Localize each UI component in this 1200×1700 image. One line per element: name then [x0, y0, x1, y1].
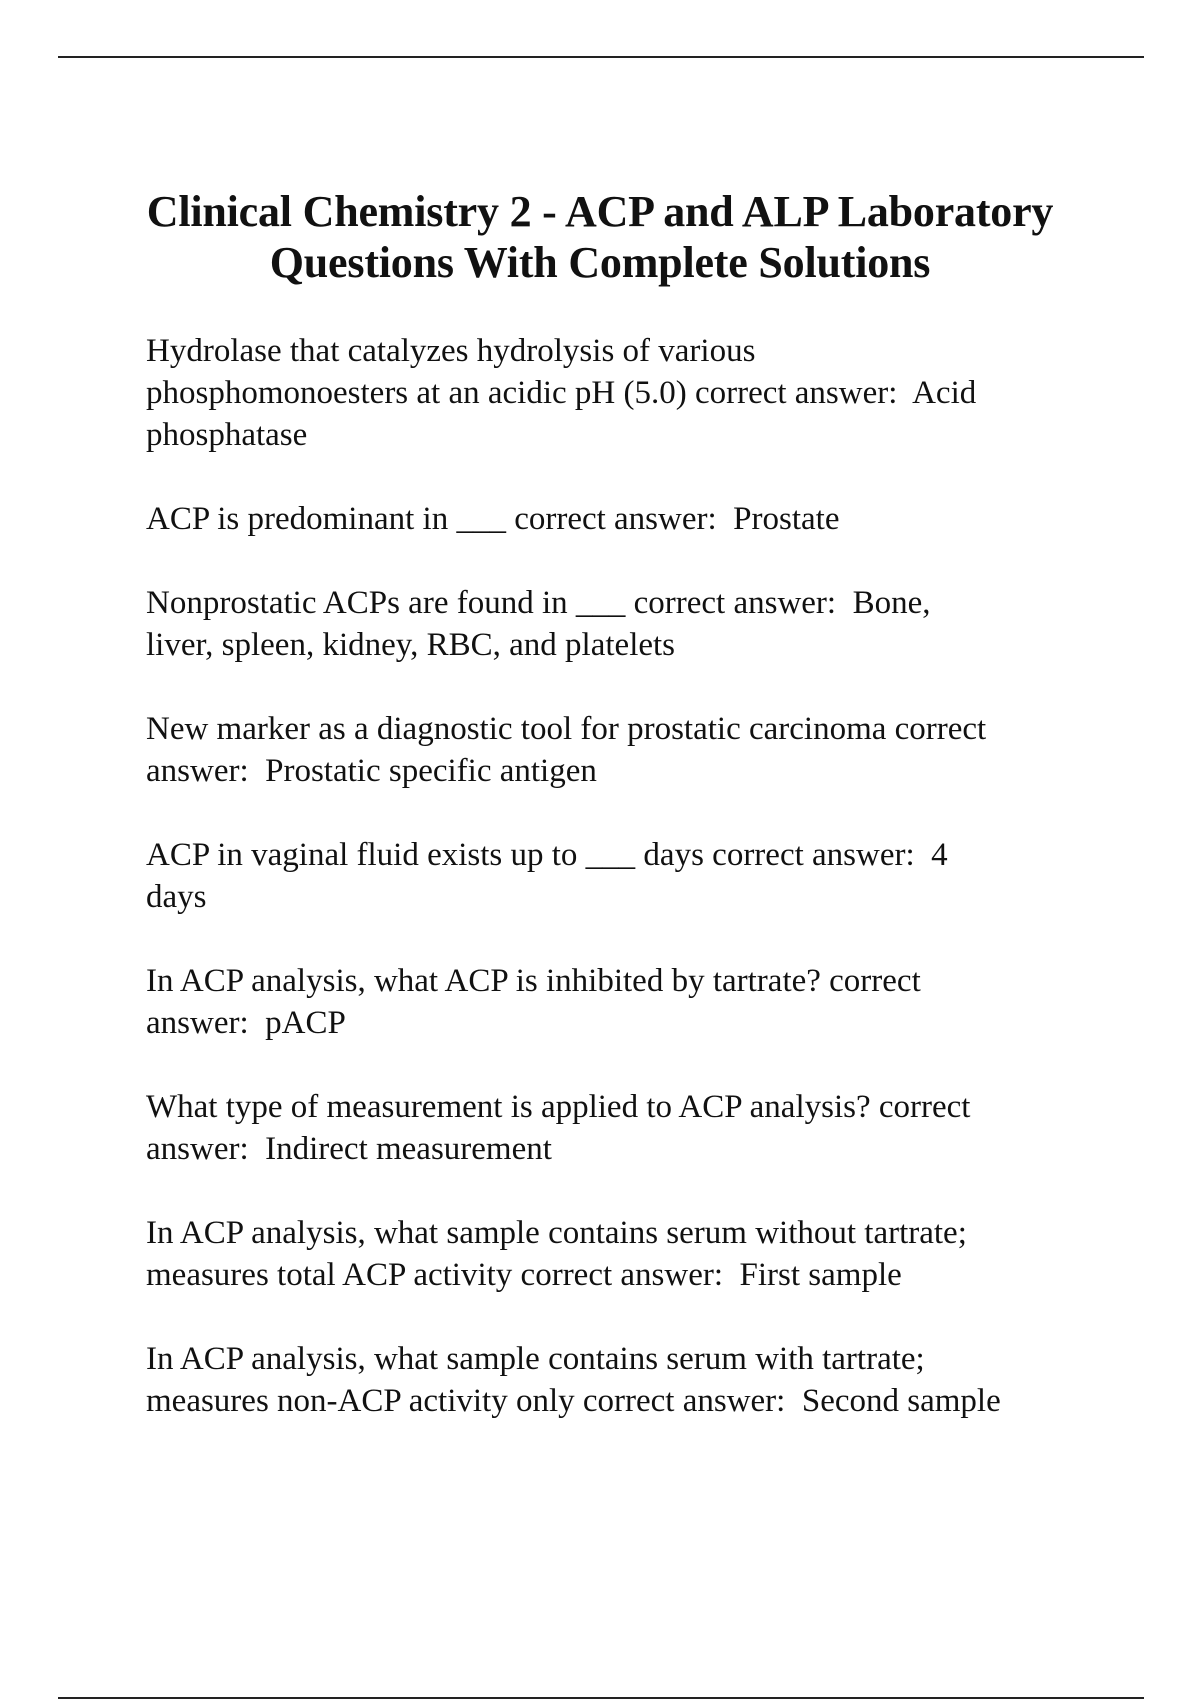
qa-line: days	[146, 879, 207, 915]
qa-item-1	[146, 330, 1146, 456]
qa-item-5	[146, 834, 1146, 918]
qa-line: ACP is predominant in ___ correct answer: Prostate	[146, 501, 840, 537]
qa-line: answer: Indirect measurement	[146, 1131, 552, 1167]
qa-line: liver, spleen, kidney, RBC, and platelets	[146, 627, 676, 663]
qa-line: measures total ACP activity correct answer: First sample	[146, 1257, 902, 1293]
qa-line: Nonprostatic ACPs are found in ___ correct answer: Bone,	[146, 585, 931, 621]
qa-line: answer: pACP	[146, 1005, 346, 1041]
qa-line: phosphomonoesters at an acidic pH (5.0) correct answer: Acid	[146, 375, 977, 411]
qa-line: measures non-ACP activity only correct answer: Second sample	[146, 1383, 1001, 1419]
qa-item-8	[146, 1212, 1146, 1296]
qa-item-7	[146, 1086, 1146, 1170]
qa-line: In ACP analysis, what sample contains serum without tartrate;	[146, 1215, 967, 1251]
page-title	[120, 186, 1080, 288]
qa-line: In ACP analysis, what sample contains serum with tartrate;	[146, 1341, 925, 1377]
qa-line: What type of measurement is applied to ACP analysis? correct	[146, 1089, 971, 1125]
top-divider	[58, 56, 1144, 58]
qa-item-3	[146, 582, 1146, 666]
qa-item-2	[146, 498, 1146, 540]
qa-line: phosphatase	[146, 417, 308, 453]
qa-line: In ACP analysis, what ACP is inhibited by tartrate? correct	[146, 963, 921, 999]
qa-line: Hydrolase that catalyzes hydrolysis of various	[146, 333, 756, 369]
title-line-1: Clinical Chemistry 2 - ACP and ALP Laboratory	[146, 187, 1054, 236]
qa-list	[146, 330, 1146, 1464]
bottom-divider	[58, 1697, 1144, 1699]
qa-line: New marker as a diagnostic tool for prostatic carcinoma correct	[146, 711, 987, 747]
qa-item-9	[146, 1338, 1146, 1422]
qa-line: ACP in vaginal fluid exists up to ___ days correct answer: 4	[146, 837, 948, 873]
qa-item-4	[146, 708, 1146, 792]
qa-item-6	[146, 960, 1146, 1044]
title-line-2: Questions With Complete Solutions	[269, 238, 931, 287]
qa-line: answer: Prostatic specific antigen	[146, 753, 597, 789]
